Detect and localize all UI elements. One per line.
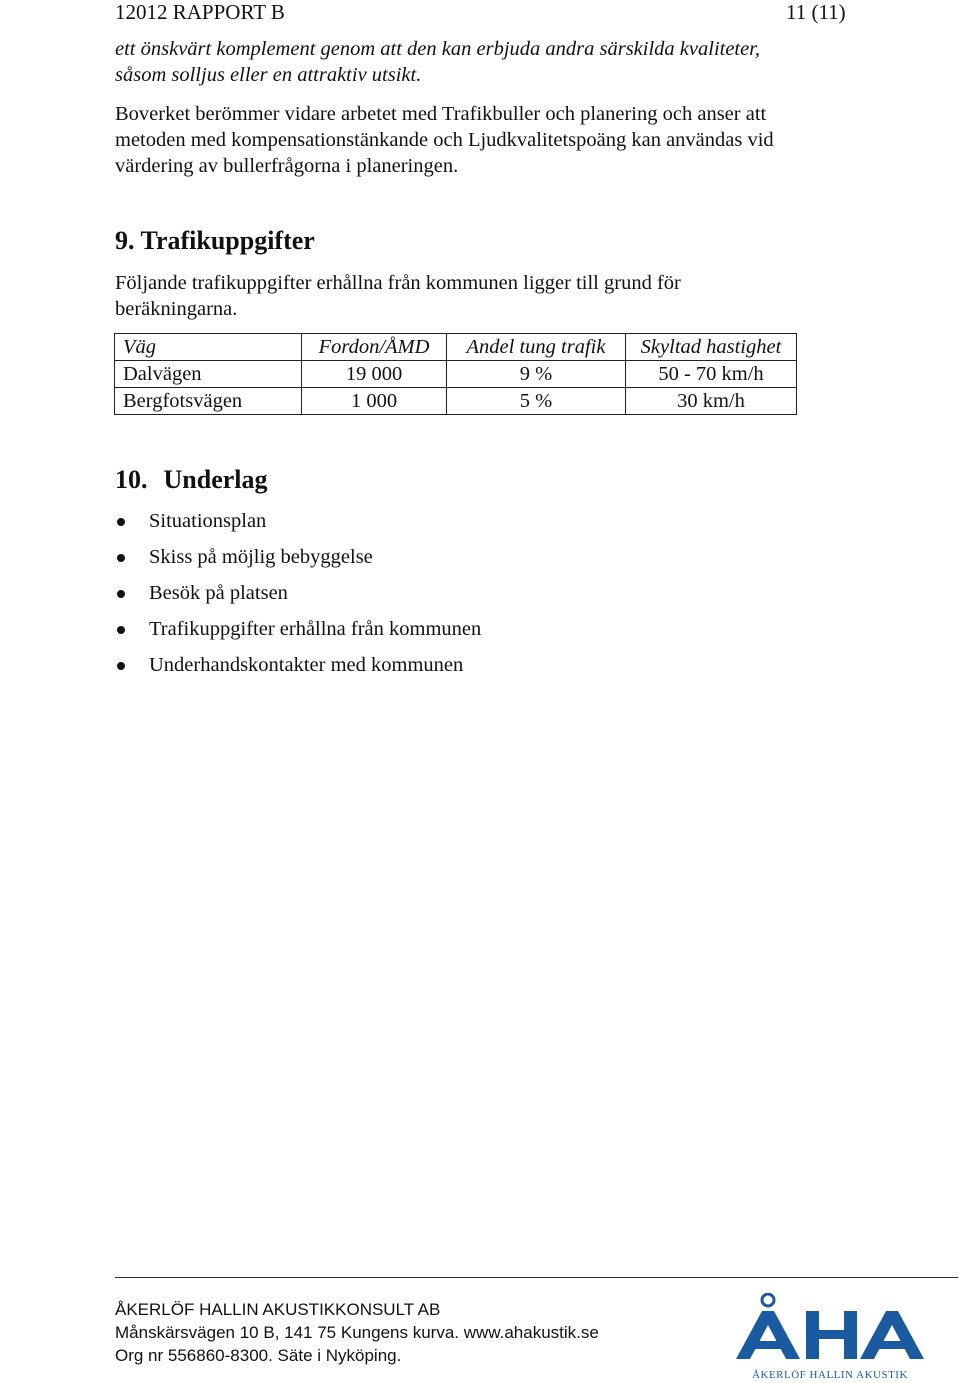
section-title: Trafikuppgifter	[140, 226, 315, 255]
table-cell: 5 %	[447, 388, 626, 415]
table-cell: 19 000	[302, 361, 447, 388]
list-item	[115, 614, 481, 650]
list-item	[115, 542, 481, 578]
paragraph-line: Boverket berömmer vidare arbetet med Trafikbuller och planering och anser att	[115, 103, 767, 125]
footer-org: Org nr 556860-8300. Säte i Nyköping.	[115, 1346, 402, 1365]
table-cell: Bergfotsvägen	[115, 388, 302, 415]
table-row	[115, 361, 797, 388]
bullet-icon	[117, 554, 125, 562]
page-number: 11 (11)	[786, 0, 846, 24]
underlag-list	[115, 506, 481, 686]
intro-line: ett önskvärt komplement genom att den kan erbjuda andra särskilda kvaliteter,	[115, 38, 761, 60]
list-item-text: Besök på platsen	[149, 582, 288, 604]
traffic-table	[114, 333, 797, 415]
bullet-icon	[117, 518, 125, 526]
section-9-heading	[115, 226, 315, 256]
list-item	[115, 650, 481, 686]
list-item-text: Trafikuppgifter erhållna från kommunen	[149, 618, 482, 640]
table-header-cell: Skyltad hastighet	[626, 334, 797, 361]
table-header-cell: Väg	[115, 334, 302, 361]
list-item-text: Underhandskontakter med kommunen	[149, 654, 464, 676]
aha-logo	[732, 1293, 928, 1383]
paragraph-line: metoden med kompensationstänkande och Ljudkvalitetspoäng kan användas vid	[115, 129, 774, 151]
section-number: 9.	[115, 226, 135, 255]
boverket-paragraph	[115, 101, 855, 179]
list-item-text: Skiss på möjlig bebyggelse	[149, 546, 373, 568]
table-header-cell: Fordon/ÅMD	[302, 334, 447, 361]
table-cell: 9 %	[447, 361, 626, 388]
bullet-icon	[117, 626, 125, 634]
paragraph-line: beräkningarna.	[115, 298, 238, 320]
report-id: 12012 RAPPORT B	[115, 0, 285, 24]
section-title: Underlag	[163, 465, 268, 494]
paragraph-line: Följande trafikuppgifter erhållna från kommunen ligger till grund för	[115, 272, 681, 294]
table-cell: 30 km/h	[626, 388, 797, 415]
table-cell: 50 - 70 km/h	[626, 361, 797, 388]
table-cell: Dalvägen	[115, 361, 302, 388]
footer-company: ÅKERLÖF HALLIN AKUSTIKKONSULT AB	[115, 1300, 441, 1319]
footer-address: Månskärsvägen 10 B, 141 75 Kungens kurva. www.ahakustik.se	[115, 1323, 599, 1342]
bullet-icon	[117, 662, 125, 670]
table-header-cell: Andel tung trafik	[447, 334, 626, 361]
section-10-heading	[115, 465, 268, 495]
section-9-text	[115, 270, 855, 322]
logo-subtitle: ÅKERLÖF HALLIN AKUSTIK	[752, 1369, 908, 1381]
paragraph-line: värdering av bullerfrågorna i planeringen.	[115, 155, 459, 177]
intro-paragraph	[115, 36, 855, 88]
table-cell: 1 000	[302, 388, 447, 415]
list-item-text: Situationsplan	[149, 510, 267, 532]
list-item	[115, 578, 481, 614]
table-row	[115, 388, 797, 415]
intro-line: såsom solljus eller en attraktiv utsikt.	[115, 64, 422, 86]
table-header-row	[115, 334, 797, 361]
footer-divider	[115, 1277, 958, 1278]
list-item	[115, 506, 481, 542]
bullet-icon	[117, 590, 125, 598]
section-number: 10.	[115, 465, 148, 494]
